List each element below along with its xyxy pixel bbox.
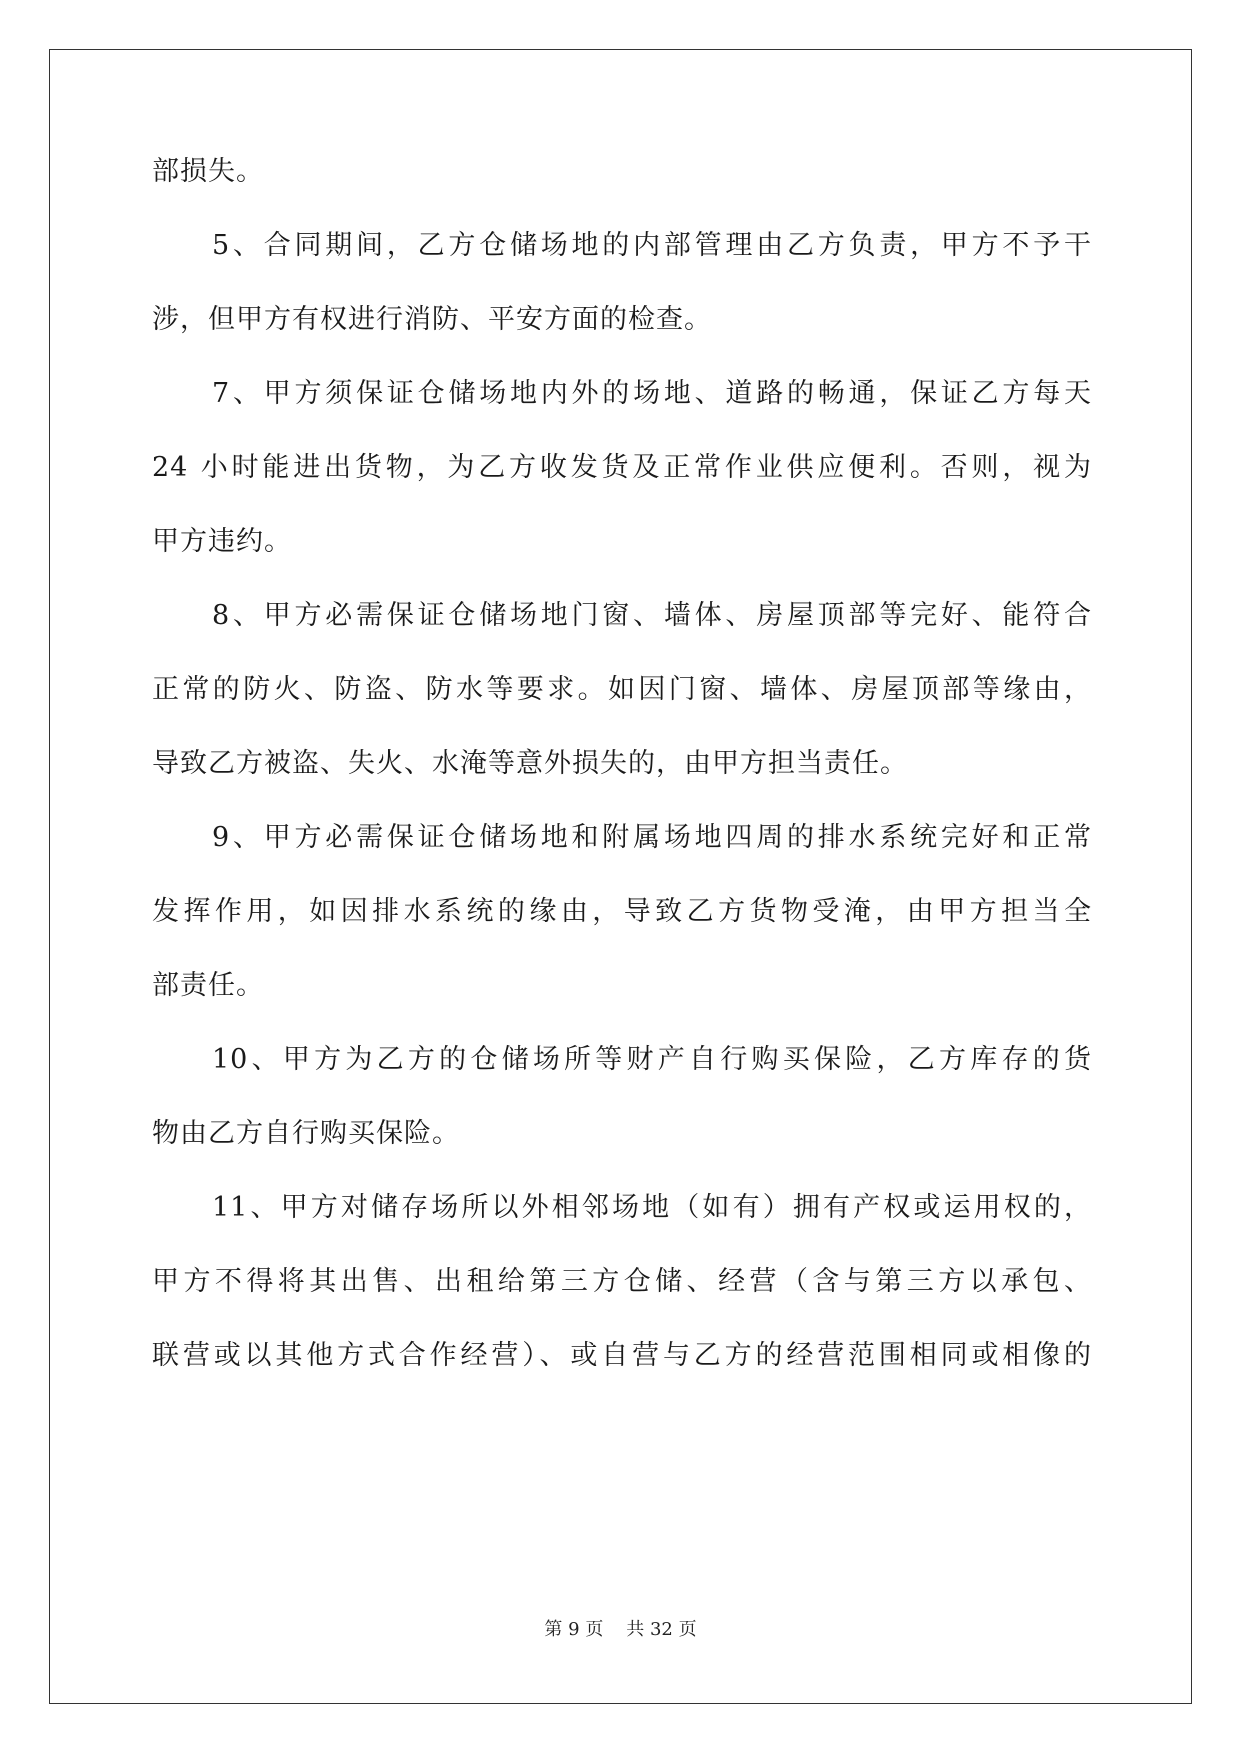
page-total: 共 32 页 [626, 1619, 697, 1640]
paragraph-line: 5、合同期间，乙方仓储场地的内部管理由乙方负责，甲方不予干 [212, 230, 1092, 261]
paragraph-line: 涉，但甲方有权进行消防、平安方面的检查。 [152, 304, 712, 335]
paragraph-line: 部损失。 [152, 156, 264, 187]
paragraph-line: 联营或以其他方式合作经营）、或自营与乙方的经营范围相同或相像的 [152, 1340, 1092, 1371]
paragraph-line: 导致乙方被盗、失火、水淹等意外损失的，由甲方担当责任。 [152, 748, 908, 779]
paragraph-line: 11、甲方对储存场所以外相邻场地（如有）拥有产权或运用权的， [212, 1192, 1092, 1223]
page-number: 第 9 页 [544, 1619, 604, 1640]
page-border [49, 49, 1192, 1704]
paragraph-line: 9、甲方必需保证仓储场地和附属场地四周的排水系统完好和正常 [212, 822, 1092, 853]
paragraph-line: 7、甲方须保证仓储场地内外的场地、道路的畅通，保证乙方每天 [212, 378, 1092, 409]
paragraph-line: 8、甲方必需保证仓储场地门窗、墙体、房屋顶部等完好、能符合 [212, 600, 1092, 631]
paragraph-line: 部责任。 [152, 970, 264, 1001]
paragraph-line: 发挥作用，如因排水系统的缘由，导致乙方货物受淹，由甲方担当全 [152, 896, 1092, 927]
paragraph-line: 甲方违约。 [152, 526, 292, 557]
paragraph-line: 物由乙方自行购买保险。 [152, 1118, 460, 1149]
paragraph-line: 24 小时能进出货物，为乙方收发货及正常作业供应便利。否则，视为 [152, 452, 1092, 483]
paragraph-line: 正常的防火、防盗、防水等要求。如因门窗、墙体、房屋顶部等缘由， [152, 674, 1092, 705]
paragraph-line: 10、甲方为乙方的仓储场所等财产自行购买保险，乙方库存的货 [212, 1044, 1092, 1075]
paragraph-line: 甲方不得将其出售、出租给第三方仓储、经营（含与第三方以承包、 [152, 1266, 1092, 1297]
page-footer [0, 1619, 1241, 1641]
